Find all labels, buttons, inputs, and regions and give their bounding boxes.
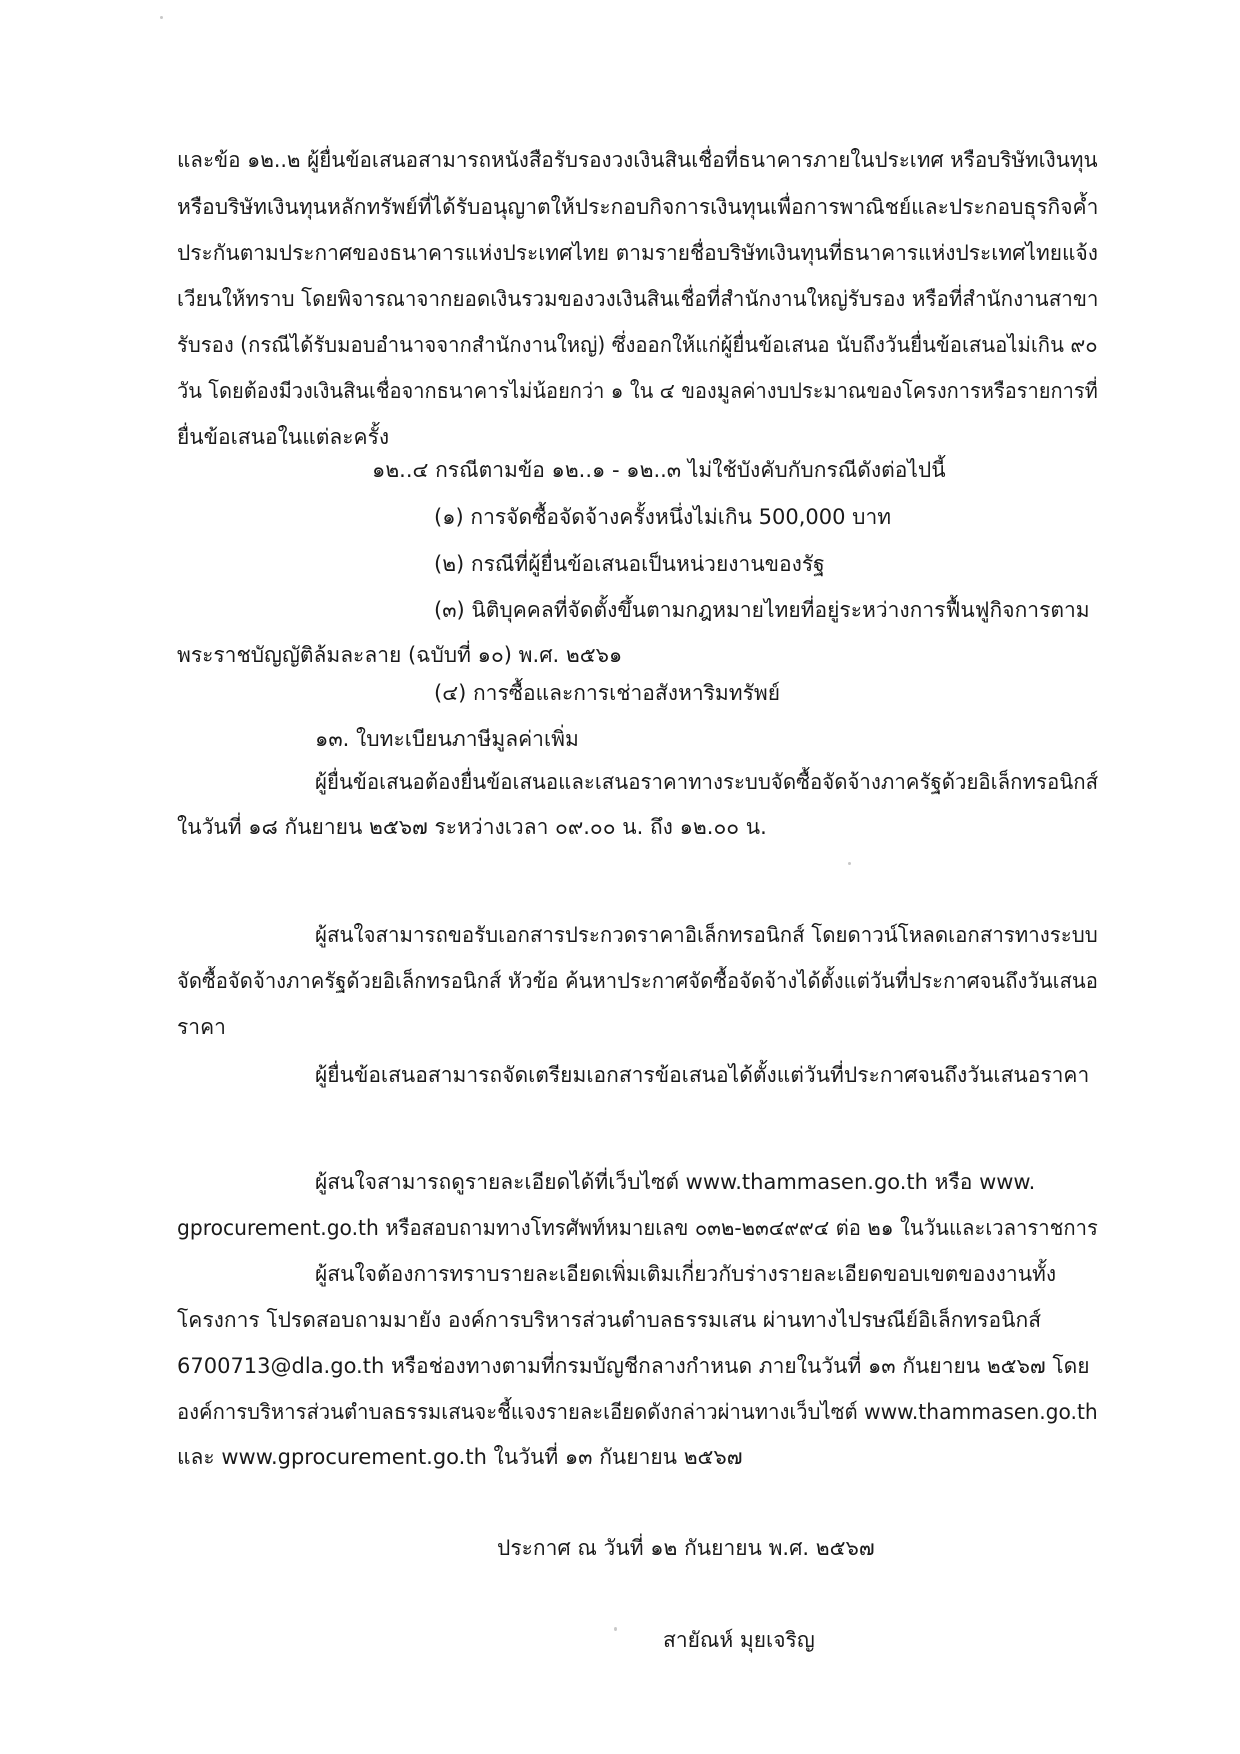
paragraph-line: รับรอง (กรณีได้รับมอบอำนาจจากสำนักงานใหญ่) ซึ่งออกให้แก่ผู้ยื่นข้อเสนอ นับถึงวันยื่นข้อเสนอไม่เกิน ๙๐ [177, 333, 1098, 357]
list-item: (๓) นิติบุคคลที่จัดตั้งขึ้นตามกฎหมายไทยที่อยู่ระหว่างการฟื้นฟูกิจการตาม [434, 598, 1090, 622]
section-heading: ๑๓. ใบทะเบียนภาษีมูลค่าเพิ่ม [315, 727, 579, 751]
scan-speck [614, 1627, 617, 1631]
paragraph-line: พระราชบัญญัติล้มละลาย (ฉบับที่ ๑๐) พ.ศ. ๒๕๖๑ [177, 643, 623, 667]
signature-name: สายัณห์ มุยเจริญ [663, 1628, 815, 1652]
paragraph-line: ยื่นข้อเสนอในแต่ละครั้ง [177, 425, 390, 449]
list-item: (๒) กรณีที่ผู้ยื่นข้อเสนอเป็นหน่วยงานของรัฐ [434, 552, 825, 576]
paragraph-line: หรือบริษัทเงินทุนหลักทรัพย์ที่ได้รับอนุญาตให้ประกอบกิจการเงินทุนเพื่อการพาณิชย์และประกอบธุรกิจค้ำ [177, 195, 1099, 219]
paragraph-line: 6700713@dla.go.th หรือช่องทางตามที่กรมบัญชีกลางกำหนด ภายในวันที่ ๑๓ กันยายน ๒๕๖๗ โดย [177, 1354, 1090, 1378]
announcement-date: ประกาศ ณ วันที่ ๑๒ กันยายน พ.ศ. ๒๕๖๗ [497, 1536, 875, 1560]
list-item: (๑) การจัดซื้อจัดจ้างครั้งหนึ่งไม่เกิน 500,000 บาท [434, 505, 892, 529]
clause-heading: ๑๒..๔ กรณีตามข้อ ๑๒..๑ - ๑๒..๓ ไม่ใช้บังคับกับกรณีดังต่อไปนี้ [372, 458, 946, 482]
paragraph-line: และข้อ ๑๒..๒ ผู้ยื่นข้อเสนอสามารถหนังสือรับรองวงเงินสินเชื่อที่ธนาคารภายในประเทศ หรือบริษัทเงินทุน [177, 148, 1098, 172]
paragraph-line: ผู้สนใจสามารถดูรายละเอียดได้ที่เว็บไซต์ www.thammasen.go.th หรือ www. [315, 1170, 1036, 1194]
paragraph-line: โครงการ โปรดสอบถามมายัง องค์การบริหารส่วนตำบลธรรมเสน ผ่านทางไปรษณีย์อิเล็กทรอนิกส์ [177, 1308, 1042, 1332]
paragraph-line: ประกันตามประกาศของธนาคารแห่งประเทศไทย ตามรายชื่อบริษัทเงินทุนที่ธนาคารแห่งประเทศไทยแจ้ง [177, 241, 1098, 265]
paragraph-line: วัน โดยต้องมีวงเงินสินเชื่อจากธนาคารไม่น้อยกว่า ๑ ใน ๔ ของมูลค่างบประมาณของโครงการหรือรายการที่ [177, 379, 1098, 403]
paragraph-line: เวียนให้ทราบ โดยพิจารณาจากยอดเงินรวมของวงเงินสินเชื่อที่สำนักงานใหญ่รับรอง หรือที่สำนักงานสาขา [177, 287, 1099, 311]
paragraph-line: ในวันที่ ๑๘ กันยายน ๒๕๖๗ ระหว่างเวลา ๐๙.๐๐ น. ถึง ๑๒.๐๐ น. [177, 815, 767, 839]
paragraph-line: และ www.gprocurement.go.th ในวันที่ ๑๓ กันยายน ๒๕๖๗ [177, 1445, 743, 1469]
paragraph-line: องค์การบริหารส่วนตำบลธรรมเสนจะชี้แจงรายละเอียดดังกล่าวผ่านทางเว็บไซต์ www.thammasen.go.th [177, 1400, 1098, 1424]
scan-speck [848, 862, 851, 865]
paragraph-line: ผู้ยื่นข้อเสนอต้องยื่นข้อเสนอและเสนอราคาทางระบบจัดซื้อจัดจ้างภาครัฐด้วยอิเล็กทรอนิกส์ [315, 770, 1099, 794]
paragraph-line: ผู้สนใจสามารถขอรับเอกสารประกวดราคาอิเล็กทรอนิกส์ โดยดาวน์โหลดเอกสารทางระบบ [315, 923, 1098, 947]
paragraph-line: ราคา [177, 1015, 226, 1039]
list-item: (๔) การซื้อและการเช่าอสังหาริมทรัพย์ [434, 681, 781, 705]
paragraph-line: ผู้ยื่นข้อเสนอสามารถจัดเตรียมเอกสารข้อเสนอได้ตั้งแต่วันที่ประกาศจนถึงวันเสนอราคา [315, 1063, 1090, 1087]
paragraph-line: ผู้สนใจต้องการทราบรายละเอียดเพิ่มเติมเกี่ยวกับร่างรายละเอียดขอบเขตของงานทั้ง [315, 1262, 1057, 1286]
paragraph-line: จัดซื้อจัดจ้างภาครัฐด้วยอิเล็กทรอนิกส์ หัวข้อ ค้นหาประกาศจัดซื้อจัดจ้างได้ตั้งแต่วันที่ประกาศจนถึงวันเสนอ [177, 969, 1098, 993]
scan-speck [160, 16, 163, 19]
paragraph-line: gprocurement.go.th หรือสอบถามทางโทรศัพท์หมายเลข ๐๓๒-๒๓๔๙๙๔ ต่อ ๒๑ ในวันและเวลาราชการ [177, 1216, 1098, 1240]
